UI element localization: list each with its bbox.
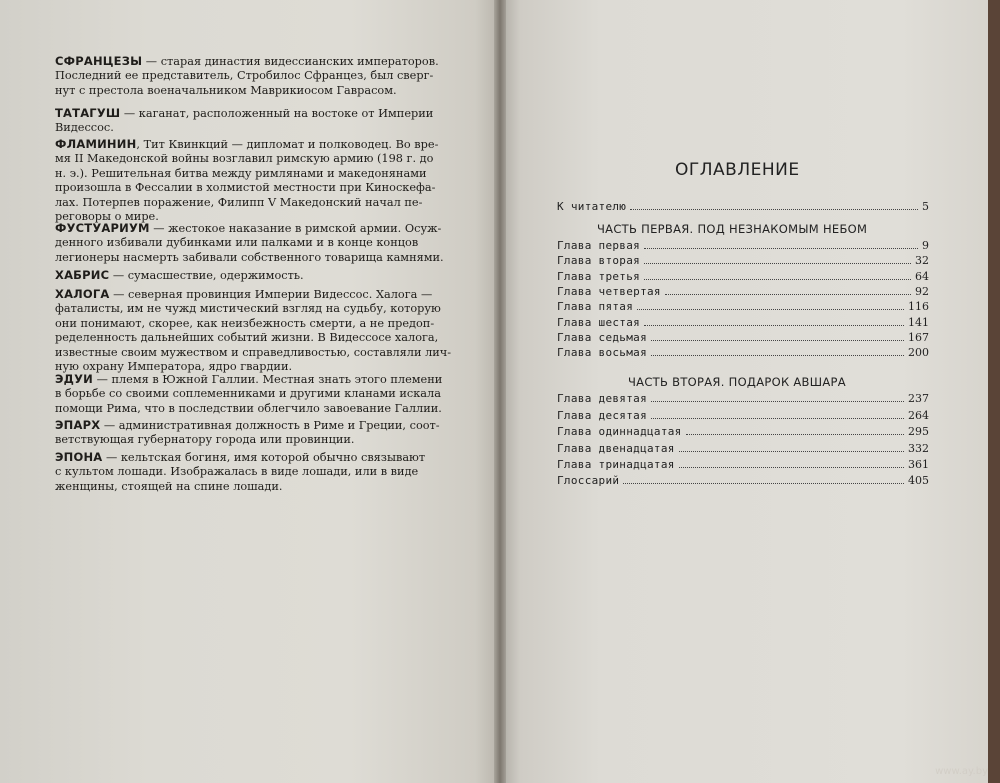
glossary-entry bbox=[55, 450, 445, 494]
glossary-line bbox=[55, 251, 445, 265]
toc-dot-leader bbox=[651, 354, 904, 356]
glossary-line bbox=[55, 345, 452, 360]
glossary-text: в борьбе со своими соплеменниками и другими кланами искала bbox=[55, 387, 441, 401]
glossary-text: — сумасшествие, одержимость. bbox=[109, 269, 304, 282]
toc-page-number: 116 bbox=[908, 300, 929, 314]
glossary-line bbox=[55, 69, 445, 83]
glossary-text: — старая династия видессианских императоров. bbox=[142, 55, 439, 68]
glossary-text: фаталисты, им не чужд мистический взгляд на судьбу, которую bbox=[55, 302, 441, 316]
toc-label: Глава восьмая bbox=[557, 346, 647, 360]
glossary-text: — административная должность в Риме и Греции, соот- bbox=[100, 419, 440, 432]
glossary-text: женщины, стоящей на спине лошади. bbox=[55, 479, 283, 493]
glossary-term: ФЛАМИНИН bbox=[55, 137, 137, 151]
glossary-line bbox=[55, 317, 445, 331]
glossary-line bbox=[55, 236, 445, 250]
toc-dot-leader bbox=[644, 278, 911, 280]
glossary-text: реговоры о мире. bbox=[55, 210, 159, 224]
glossary-line bbox=[55, 465, 445, 479]
glossary-text: — северная провинция Империи Видессос. Халога — bbox=[109, 288, 433, 301]
toc-row-chapter bbox=[557, 331, 929, 346]
glossary-text: помощи Рима, что в последствии облегчило завоевание Галлии. bbox=[55, 401, 442, 415]
toc-label: Глава первая bbox=[557, 239, 641, 252]
toc-page-number: 9 bbox=[922, 239, 929, 252]
glossary-line bbox=[55, 167, 445, 181]
glossary-text: с культом лошади. Изображалась в виде лошади, или в виде bbox=[55, 465, 419, 479]
toc-label: Глава вторая bbox=[557, 254, 641, 268]
glossary-term: ХАБРИС bbox=[55, 268, 110, 282]
glossary-line bbox=[55, 287, 445, 302]
toc-row-chapter bbox=[557, 300, 929, 315]
toc-row-chapter bbox=[557, 392, 929, 407]
toc-dot-leader bbox=[665, 293, 911, 295]
toc-label: Глава седьмая bbox=[557, 330, 647, 344]
toc-dot-leader bbox=[686, 433, 904, 435]
glossary-line bbox=[55, 331, 445, 345]
toc-label: К читателю bbox=[557, 200, 627, 213]
toc-dot-leader bbox=[651, 339, 904, 341]
toc-page-number: 405 bbox=[908, 474, 929, 487]
glossary-line bbox=[55, 372, 445, 387]
toc-page-number: 361 bbox=[908, 458, 929, 472]
toc-page-number: 295 bbox=[908, 425, 929, 439]
toc-label: Глава тринадцатая bbox=[557, 458, 675, 472]
glossary-text: — каганат, расположенный на востоке от Империи bbox=[120, 107, 434, 120]
toc-label: Глава шестая bbox=[557, 315, 641, 329]
toc-page-number: 92 bbox=[915, 284, 929, 298]
toc-dot-leader bbox=[651, 417, 904, 419]
toc-row-chapter bbox=[557, 442, 929, 457]
toc-label: Глава четвертая bbox=[557, 284, 661, 298]
toc-dot-leader bbox=[679, 450, 904, 452]
glossary-text: мя II Македонской войны возглавил римскую армию (198 г. до bbox=[55, 152, 434, 166]
glossary-text: известные своим мужеством и справедливостью, составляли лич- bbox=[55, 345, 452, 359]
toc-row-chapter bbox=[557, 270, 929, 285]
toc-label: Глава третья bbox=[557, 269, 641, 283]
toc-page-number: 264 bbox=[908, 408, 929, 422]
glossary-term: ЭДУИ bbox=[55, 372, 93, 386]
book-edge bbox=[988, 0, 1000, 783]
toc-label: Глава двенадцатая bbox=[557, 441, 675, 455]
glossary-text: — племя в Южной Галлии. Местная знать этого племени bbox=[92, 373, 443, 386]
toc-row-chapter bbox=[557, 458, 929, 473]
toc-row-chapter bbox=[557, 285, 929, 300]
glossary-line bbox=[55, 418, 445, 433]
toc-row-chapter bbox=[557, 316, 929, 331]
toc-page-number: 332 bbox=[908, 441, 929, 455]
glossary-entry bbox=[55, 221, 445, 265]
toc-label: Глава одиннадцатая bbox=[557, 425, 682, 439]
toc-row-intro bbox=[557, 200, 929, 215]
glossary-term: ЭПОНА bbox=[55, 450, 103, 464]
toc-page-number: 64 bbox=[915, 269, 929, 283]
glossary-line bbox=[55, 84, 445, 98]
glossary-text: ную охрану Императора, ядро гвардии. bbox=[55, 360, 293, 374]
toc-row-chapter bbox=[557, 409, 929, 424]
glossary-entry bbox=[55, 268, 445, 283]
toc-row-chapter bbox=[557, 346, 929, 361]
toc-dot-leader bbox=[623, 482, 904, 484]
toc-dot-leader bbox=[644, 324, 904, 326]
glossary-line bbox=[55, 302, 445, 316]
toc-dot-leader bbox=[651, 400, 904, 402]
glossary-term: ФУСТУАРИУМ bbox=[55, 221, 150, 235]
glossary-term: ТАТАГУШ bbox=[55, 106, 121, 120]
toc-dot-leader bbox=[644, 247, 918, 249]
glossary-line bbox=[55, 54, 445, 69]
watermark: www.ay.by bbox=[935, 766, 988, 777]
glossary-line bbox=[55, 196, 445, 210]
toc-part2-title: ЧАСТЬ ВТОРАЯ. ПОДАРОК АВШАРА bbox=[628, 375, 846, 389]
toc-row-chapter bbox=[557, 254, 929, 269]
glossary-term: СФРАНЦЕЗЫ bbox=[55, 54, 143, 68]
glossary-line bbox=[55, 480, 445, 494]
toc-row-glossary bbox=[557, 474, 929, 489]
glossary-line bbox=[55, 106, 445, 121]
glossary-line bbox=[55, 137, 445, 152]
glossary-line bbox=[55, 121, 445, 135]
toc-row-chapter bbox=[557, 425, 929, 440]
glossary-text: нут с престола военачальником Маврикиосом Гаврасом. bbox=[55, 83, 397, 97]
toc-page-number: 167 bbox=[908, 330, 929, 344]
glossary-line bbox=[55, 152, 445, 166]
toc-label: Глава пятая bbox=[557, 300, 634, 314]
glossary-text: Видессос. bbox=[55, 121, 114, 135]
toc-page-number: 200 bbox=[908, 346, 929, 360]
book-gutter bbox=[494, 0, 506, 783]
glossary-text: лах. Потерпев поражение, Филипп V Македонский начал пе- bbox=[55, 195, 423, 209]
glossary-entry bbox=[55, 54, 445, 98]
glossary-line bbox=[55, 268, 445, 283]
glossary-line bbox=[55, 402, 445, 416]
glossary-text: ределенность дальнейших событий жизни. В Видессосе халога, bbox=[55, 331, 439, 345]
glossary-text: н. э.). Решительная битва между римлянами и македонянами bbox=[55, 166, 427, 180]
glossary-text: Последний ее представитель, Стробилос Сфранцез, был сверг- bbox=[55, 69, 434, 83]
toc-label: Глава девятая bbox=[557, 392, 647, 405]
glossary-text: , Тит Квинкций — дипломат и полководец. Во вре- bbox=[136, 138, 439, 151]
glossary-text: — кельтская богиня, имя которой обычно связывают bbox=[102, 451, 426, 464]
toc-page-number: 5 bbox=[922, 200, 929, 213]
toc-dot-leader bbox=[630, 208, 918, 210]
toc-part1-title: ЧАСТЬ ПЕРВАЯ. ПОД НЕЗНАКОМЫМ НЕБОМ bbox=[597, 222, 868, 236]
toc-title: ОГЛАВЛЕНИЕ bbox=[675, 160, 800, 180]
toc-dot-leader bbox=[644, 262, 911, 264]
glossary-entry bbox=[55, 372, 445, 416]
glossary-line bbox=[55, 221, 445, 236]
glossary-term: ХАЛОГА bbox=[55, 287, 110, 301]
toc-page-number: 32 bbox=[915, 254, 929, 268]
glossary-line bbox=[55, 181, 445, 195]
glossary-text: ветствующая губернатору города или провинции. bbox=[55, 433, 355, 447]
toc-page-number: 141 bbox=[908, 315, 929, 329]
glossary-line bbox=[55, 450, 445, 465]
glossary-entry bbox=[55, 106, 445, 136]
glossary-text: произошла в Фессалии в холмистой местности при Киноскефа- bbox=[55, 181, 436, 195]
toc-page-number: 237 bbox=[908, 392, 929, 405]
toc-row-chapter bbox=[557, 239, 929, 254]
toc-dot-leader bbox=[679, 466, 904, 468]
glossary-entry bbox=[55, 287, 452, 374]
glossary-text: легионеры насмерть забивали собственного товарища камнями. bbox=[55, 250, 444, 264]
glossary-text: они понимают, скорее, как неизбежность смерти, а не предоп- bbox=[55, 316, 435, 330]
toc-dot-leader bbox=[637, 308, 904, 310]
glossary-term: ЭПАРХ bbox=[55, 418, 101, 432]
glossary-entry bbox=[55, 137, 445, 224]
glossary-line bbox=[55, 387, 445, 401]
glossary-entry bbox=[55, 418, 445, 448]
glossary-line bbox=[55, 433, 445, 447]
glossary-text: — жестокое наказание в римской армии. Осуж- bbox=[149, 222, 442, 235]
toc-label: Глава десятая bbox=[557, 408, 647, 422]
toc-label: Глоссарий bbox=[557, 474, 620, 487]
glossary-text: денного избивали дубинками или палками и в конце концов bbox=[55, 236, 419, 250]
